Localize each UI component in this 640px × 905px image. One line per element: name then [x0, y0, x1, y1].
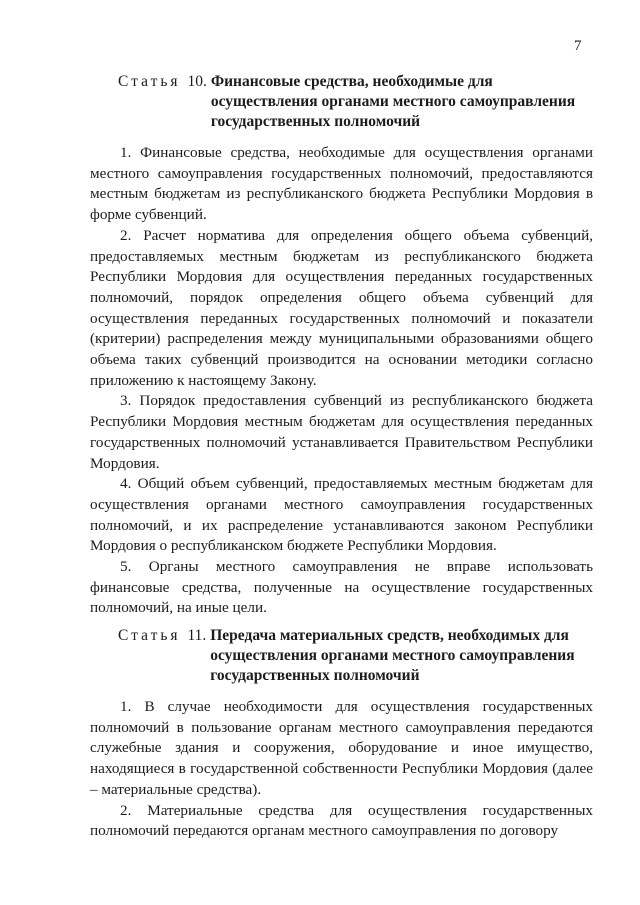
article-10-number: 10. [187, 73, 207, 90]
article-11-heading [118, 626, 598, 686]
article-11-paragraph-1: 1. В случае необходимости для осуществления государственных полномочий в пользование органам местного самоуправления передаются служебные здания и сооружения, оборудование и иное имущество, находящиеся в государственной собственности Республики Мордовия (далее – материальные средства). [90, 698, 593, 798]
article-10-paragraph-4: 4. Общий объем субвенций, предоставляемых местным бюджетам для осуществления органами местного самоуправления государственных полномочий, и их распределение устанавливаются законом Республики Мордовия о республиканском бюджете Республики Мордовия. [90, 475, 593, 555]
article-10-heading [118, 72, 598, 132]
article-11-number: 11. [187, 627, 207, 644]
article-11-label-word: Статья [118, 627, 181, 644]
article-10-paragraph-5: 5. Органы местного самоуправления не вправе использовать финансовые средства, полученные на осуществление государственных полномочий, на иные цели. [90, 558, 593, 617]
article-10-paragraph-2: 2. Расчет норматива для определения общего объема субвенций, предоставляемых местным бюджетам из республиканского бюджета Республики Мордовия для осуществления переданных государственных полномочий, порядок определения общего объема субвенций для осуществления переданных государственных полномочий и показатели (критерии) распределения между муниципальными образованиями общего объема таких субвенций производится на основании методики согласно приложению к настоящему Закону. [90, 226, 593, 389]
article-10-label-word: Статья [118, 73, 181, 90]
article-11-paragraph-2: 2. Материальные средства для осуществления государственных полномочий передаются органам местного самоуправления по договору [90, 801, 593, 840]
article-10-paragraph-1: 1. Финансовые средства, необходимые для осуществления органами местного самоуправления государственных полномочий, предоставляются местным бюджетам из республиканского бюджета Республики Мордовия в форме субвенций. [90, 144, 593, 224]
article-11-body [90, 697, 593, 842]
article-10-label [118, 72, 207, 132]
article-10-paragraph-3: 3. Порядок предоставления субвенций из республиканского бюджета Республики Мордовия местным бюджетам для осуществления переданных государственных полномочий устанавливается Правительством Республики Мордовия. [90, 392, 593, 472]
article-11-label [118, 626, 206, 686]
article-11-title: Передача материальных средств, необходимых для осуществления органами местного самоуправления государственных полномочий [210, 627, 575, 684]
article-10-body [90, 143, 593, 619]
page-number: 7 [574, 38, 582, 54]
article-10-title: Финансовые средства, необходимые для осуществления органами местного самоуправления государственных полномочий [210, 73, 576, 130]
